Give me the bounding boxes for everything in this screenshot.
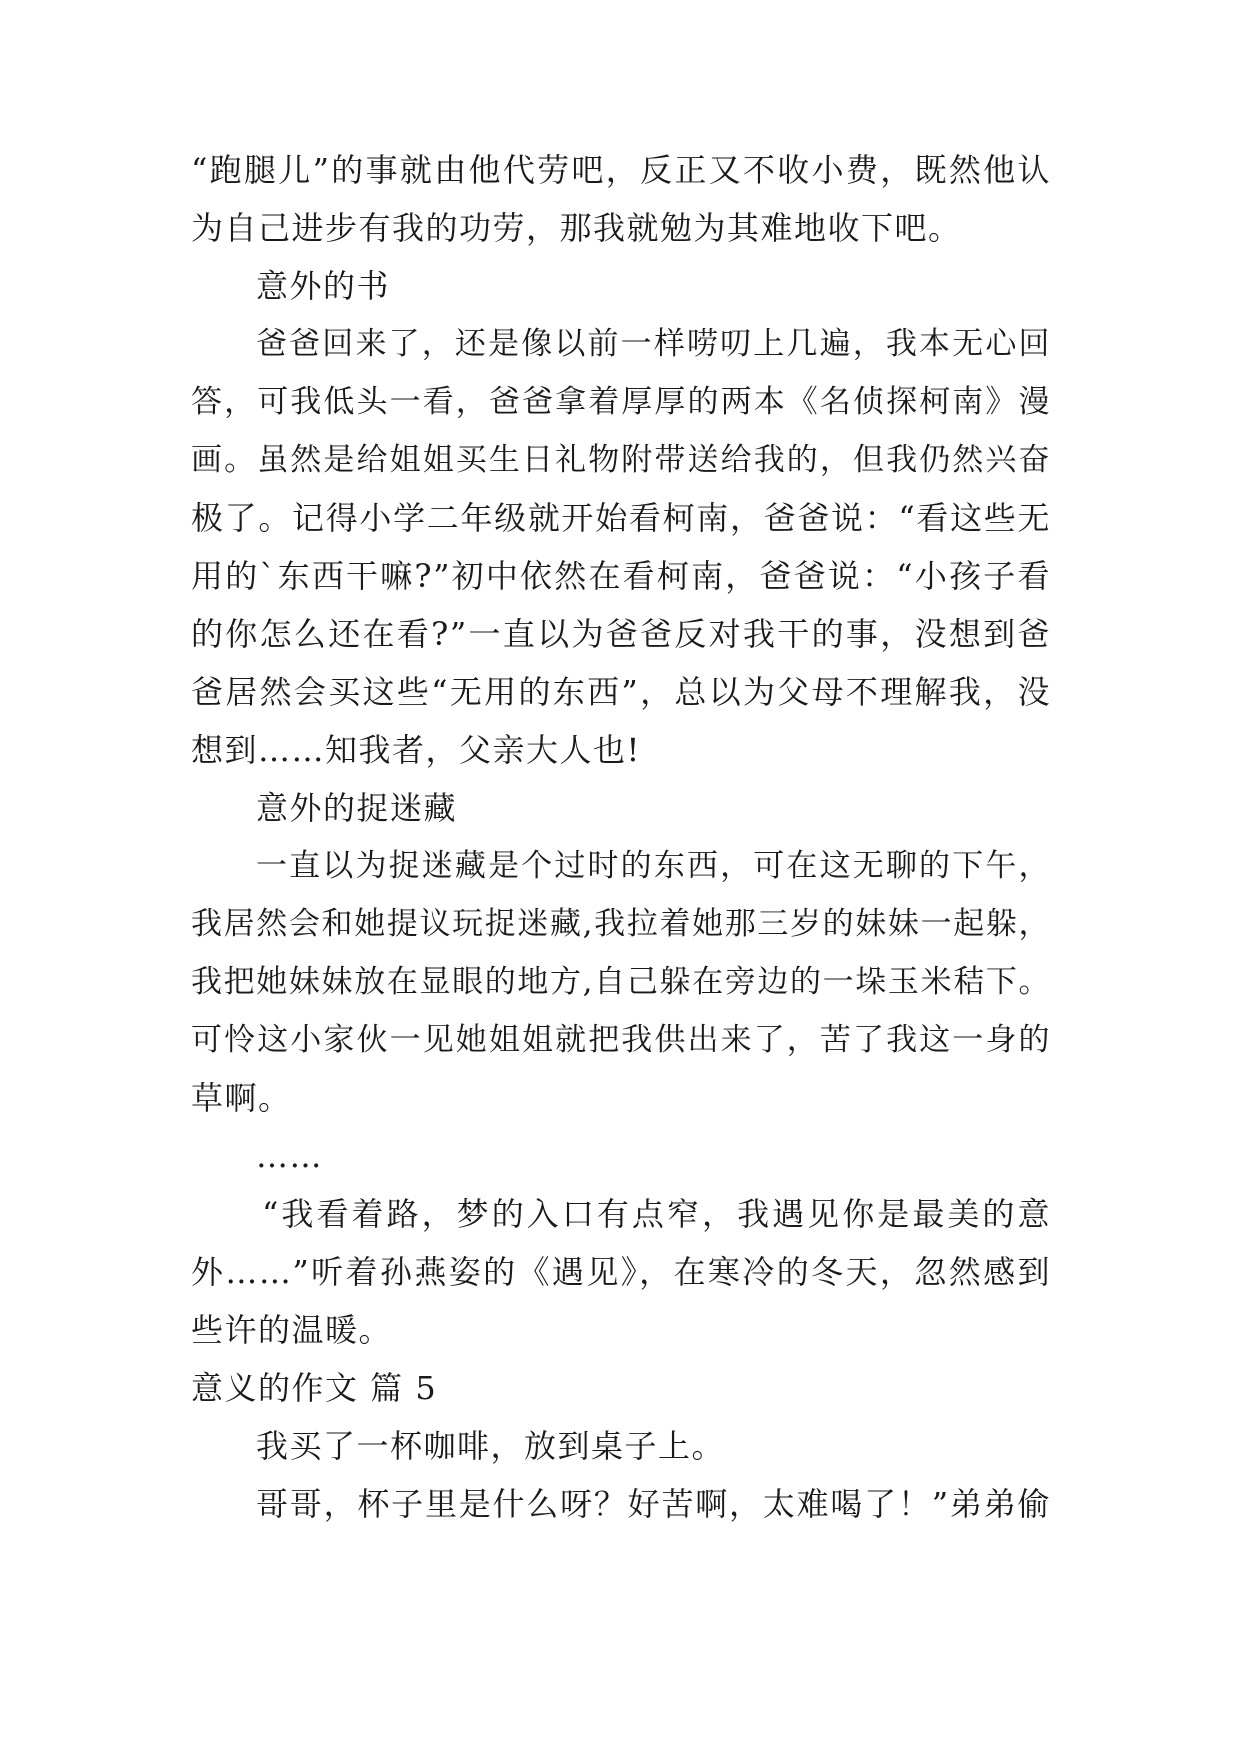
paragraph-line: 一直以为捉迷藏是个过时的东西，可在这无聊的下午，	[256, 848, 1051, 884]
paragraph-line: 极了。记得小学二年级就开始看柯南，爸爸说：“看这些无	[191, 499, 1051, 537]
paragraph-line: 画。虽然是给姐姐买生日礼物附带送给我的，但我仍然兴奋	[191, 442, 1051, 478]
paragraph-line: 爸居然会买这些“无用的东西”，总以为父母不理解我，没	[191, 673, 1051, 711]
essay-title: 意义的作文 篇 5	[191, 1369, 438, 1407]
paragraph-line: 草啊。	[191, 1079, 292, 1117]
section-heading: 意外的书	[256, 267, 391, 305]
paragraph-line: 为自己进步有我的功劳，那我就勉为其难地收下吧。	[191, 209, 962, 247]
paragraph-line: 些许的温暖。	[191, 1311, 393, 1349]
paragraph-line: 哥哥，杯子里是什么呀？好苦啊，太难喝了！”弟弟偷	[256, 1485, 1051, 1523]
paragraph-line: 我把她妹妹放在显眼的地方,自己躲在旁边的一垛玉米秸下。	[191, 964, 1051, 1000]
paragraph-line: 想到……知我者，父亲大人也!	[191, 731, 641, 769]
paragraph-line: 可怜这小家伙一见她姐姐就把我供出来了，苦了我这一身的	[191, 1022, 1051, 1058]
paragraph-line: “我看着路，梦的入口有点窄，我遇见你是最美的意	[262, 1195, 1051, 1233]
paragraph-line: 用的`东西干嘛?”初中依然在看柯南，爸爸说：“小孩子看	[191, 557, 1051, 595]
paragraph-line: 我买了一杯咖啡，放到桌子上。	[256, 1427, 726, 1465]
ellipsis-line: ……	[256, 1137, 323, 1175]
paragraph-line: 爸爸回来了，还是像以前一样唠叨上几遍，我本无心回	[256, 326, 1051, 362]
paragraph-line: “跑腿儿”的事就由他代劳吧，反正又不收小费，既然他认	[191, 151, 1051, 189]
paragraph-line: 的你怎么还在看?”一直以为爸爸反对我干的事，没想到爸	[191, 615, 1051, 653]
section-heading: 意外的捉迷藏	[256, 789, 458, 827]
paragraph-line: 外……”听着孙燕姿的《遇见》，在寒冷的冬天，忽然感到	[191, 1253, 1051, 1291]
paragraph-line: 答，可我低头一看，爸爸拿着厚厚的两本《名侦探柯南》漫	[191, 384, 1051, 420]
paragraph-line: 我居然会和她提议玩捉迷藏,我拉着她那三岁的妹妹一起躲，	[191, 906, 1051, 942]
